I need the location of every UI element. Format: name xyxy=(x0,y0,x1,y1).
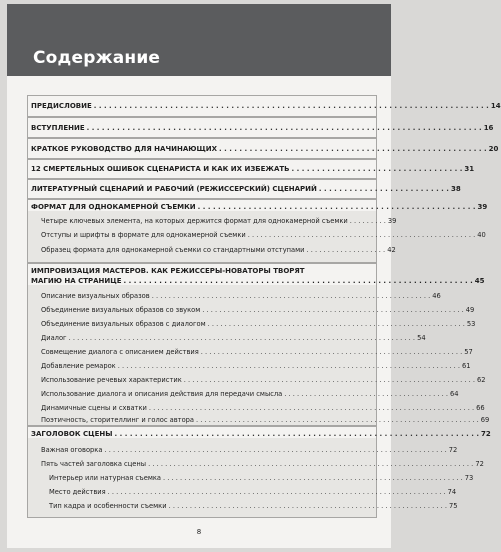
toc-subentry: Динамичные сцены и схватки . . . . . . . . . . . . . . . . . . . . . . . . . . . . . . . . . . . . . . . . . . . . . . . . . . . . . . . . . . . . . . . . . . . . . . . . . . . . . 66 xyxy=(41,404,485,412)
toc-subentry: Образец формата для однокамерной съемки со стандартными отступами . . . . . . . . . . . . . . . . . . . 42 xyxy=(41,246,396,254)
toc-entry: ЛИТЕРАТУРНЫЙ СЦЕНАРИЙ И РАБОЧИЙ (РЕЖИССЕРСКИЙ) СЦЕНАРИЙ . . . . . . . . . . . . . . . . . . . . . . . . . . 38 xyxy=(31,185,461,193)
toc-subentry: Описание визуальных образов . . . . . . . . . . . . . . . . . . . . . . . . . . . . . . . . . . . . . . . . . . . . . . . . . . . . . . . . . . . . . . . . . . 46 xyxy=(41,292,441,300)
toc-subentry: Добавление ремарок . . . . . . . . . . . . . . . . . . . . . . . . . . . . . . . . . . . . . . . . . . . . . . . . . . . . . . . . . . . . . . . . . . . . . . . . . . . . . . . . . 61 xyxy=(41,362,471,370)
title-band xyxy=(7,4,391,76)
page-title: Содержание xyxy=(33,48,161,68)
toc-subentry-deep: Место действия . . . . . . . . . . . . . . . . . . . . . . . . . . . . . . . . . . . . . . . . . . . . . . . . . . . . . . . . . . . . . . . . . . . . . . . . . . . . . . . . 74 xyxy=(49,488,457,496)
toc-subentry: Объединение визуальных образов с диалогом . . . . . . . . . . . . . . . . . . . . . . . . . . . . . . . . . . . . . . . . . . . . . . . . . . . . . . . . . . . . . 53 xyxy=(41,320,476,328)
toc-subentry-deep: Интерьер или натурная съемка . . . . . . . . . . . . . . . . . . . . . . . . . . . . . . . . . . . . . . . . . . . . . . . . . . . . . . . . . . . . . . . . . . . . . . . 73 xyxy=(49,474,474,482)
toc-entry-multiline: ИМПРОВИЗАЦИЯ МАСТЕРОВ. КАК РЕЖИССЕРЫ-НОВАТОРЫ ТВОРЯТ МАГИЮ НА СТРАНИЦЕ . . . . . . . . . . . . . . . . . . . . . . . . . . . . . . . . . . . . . . . . . . . . . . . . . . . . . . . . . . . . . . . . . . . . . 45 xyxy=(31,267,485,285)
toc-subentry: Поэтичность, сторителлинг и голос автора . . . . . . . . . . . . . . . . . . . . . . . . . . . . . . . . . . . . . . . . . . . . . . . . . . . . . . . . . . . . . . . . . . . 69 xyxy=(41,416,490,424)
toc-entry: ВСТУПЛЕНИЕ . . . . . . . . . . . . . . . . . . . . . . . . . . . . . . . . . . . . . . . . . . . . . . . . . . . . . . . . . . . . . . . . . . . . . . . . . . . . . . 16 xyxy=(31,124,494,132)
toc-subentry: Объединение визуальных образов со звуком . . . . . . . . . . . . . . . . . . . . . . . . . . . . . . . . . . . . . . . . . . . . . . . . . . . . . . . . . . . . . . 49 xyxy=(41,306,475,314)
toc-subentry-deep: Тип кадра и особенности съемки . . . . . . . . . . . . . . . . . . . . . . . . . . . . . . . . . . . . . . . . . . . . . . . . . . . . . . . . . . . . . . . . . . 75 xyxy=(49,502,458,510)
toc-entry: ЗАГОЛОВОК СЦЕНЫ . . . . . . . . . . . . . . . . . . . . . . . . . . . . . . . . . . . . . . . . . . . . . . . . . . . . . . . . . . . . . . . . . . . . . . . . 72 xyxy=(31,430,491,438)
book-page xyxy=(7,4,501,548)
toc-subentry: Пять частей заголовка сцены . . . . . . . . . . . . . . . . . . . . . . . . . . . . . . . . . . . . . . . . . . . . . . . . . . . . . . . . . . . . . . . . . . . . . . . . . . . . . 72 xyxy=(41,460,484,468)
toc-subentry: Совмещение диалога с описанием действия . . . . . . . . . . . . . . . . . . . . . . . . . . . . . . . . . . . . . . . . . . . . . . . . . . . . . . . . . . . . . . 57 xyxy=(41,348,473,356)
toc-subentry: Использование диалога и описания действия для передачи смысла . . . . . . . . . . . . . . . . . . . . . . . . . . . . . . . . . . . . . . . 64 xyxy=(41,390,459,398)
toc-entry: КРАТКОЕ РУКОВОДСТВО ДЛЯ НАЧИНАЮЩИХ . . . . . . . . . . . . . . . . . . . . . . . . . . . . . . . . . . . . . . . . . . . . . . . . . . . . . 20 xyxy=(31,145,499,153)
page-number: 8 xyxy=(196,528,202,536)
toc-subentry: Отступы и шрифты в формате для однокамерной съемки . . . . . . . . . . . . . . . . . . . . . . . . . . . . . . . . . . . . . . . . . . . . . . . . . . . . . . 40 xyxy=(41,231,486,239)
toc-subentry: Важная оговорка . . . . . . . . . . . . . . . . . . . . . . . . . . . . . . . . . . . . . . . . . . . . . . . . . . . . . . . . . . . . . . . . . . . . . . . . . . . . . . . . . 72 xyxy=(41,446,458,454)
toc-subentry: Использование речевых характеристик . . . . . . . . . . . . . . . . . . . . . . . . . . . . . . . . . . . . . . . . . . . . . . . . . . . . . . . . . . . . . . . . . . . . . 62 xyxy=(41,376,486,384)
toc-entry: ПРЕДИСЛОВИЕ . . . . . . . . . . . . . . . . . . . . . . . . . . . . . . . . . . . . . . . . . . . . . . . . . . . . . . . . . . . . . . . . . . . . . . . . . . . . . . 14 xyxy=(31,102,501,110)
toc-subentry: Диалог . . . . . . . . . . . . . . . . . . . . . . . . . . . . . . . . . . . . . . . . . . . . . . . . . . . . . . . . . . . . . . . . . . . . . . . . . . . . . . . . . . 54 xyxy=(41,334,426,342)
toc-entry: ФОРМАТ ДЛЯ ОДНОКАМЕРНОЙ СЪЕМКИ . . . . . . . . . . . . . . . . . . . . . . . . . . . . . . . . . . . . . . . . . . . . . . . . . . . . . . . 39 xyxy=(31,203,488,211)
toc-entry: 12 СМЕРТЕЛЬНЫХ ОШИБОК СЦЕНАРИСТА И КАК ИХ ИЗБЕЖАТЬ . . . . . . . . . . . . . . . . . . . . . . . . . . . . . . . . . . 31 xyxy=(31,165,475,173)
toc-subentry: Четыре ключевых элемента, на которых держится формат для однокамерной съемки . . . . . . . . . 39 xyxy=(41,217,397,225)
